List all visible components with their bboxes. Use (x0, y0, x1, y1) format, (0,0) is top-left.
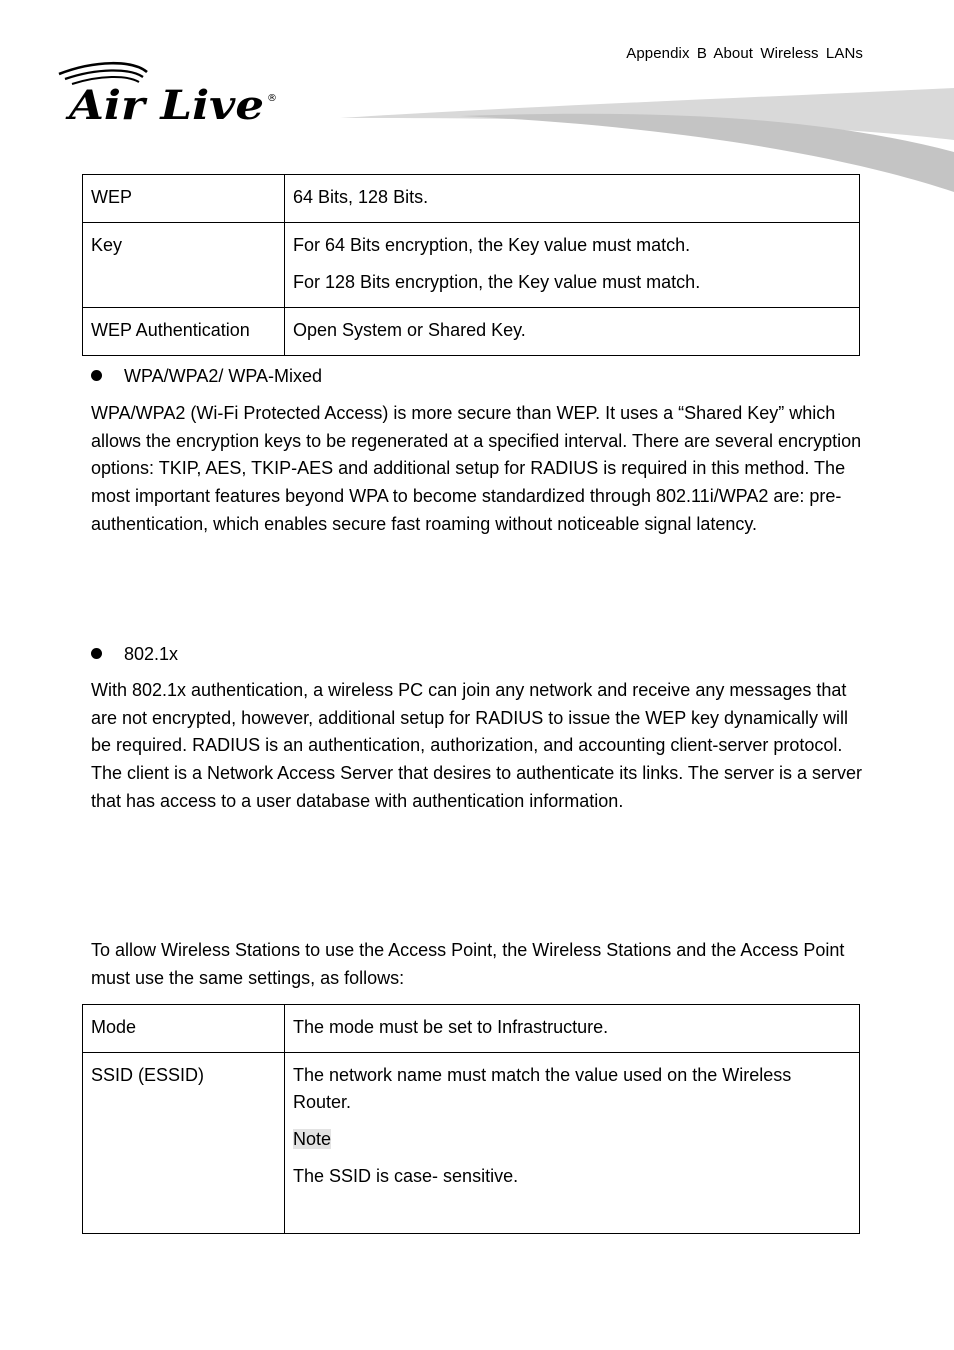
table-row (83, 223, 860, 308)
table-cell-value: The mode must be set to Infrastructure. (285, 1005, 860, 1053)
table-row (83, 308, 860, 356)
table-row (83, 1005, 860, 1053)
table-cell-value: Open System or Shared Key. (285, 308, 860, 356)
wep-settings-table (82, 174, 860, 356)
logo-registered-mark: ® (267, 93, 277, 104)
page-header-title: Appendix B About Wireless LANs (626, 45, 863, 62)
note-label: Note (293, 1129, 332, 1149)
8021x-paragraph: With 802.1x authentication, a wireless PC can join any network and receive any messages that are not encrypted, however, additional setup for RADIUS to issue the WEP key dynamically will be required. RADIUS is an authentication, authorization, and accounting client-server protocol. The client is a Network Access Server that desires to authenticate its links. The server is a server that has access to a user database with authentication information. (91, 680, 862, 811)
table-cell-value: For 64 Bits encryption, the Key value must match. For 128 Bits encryption, the Key value must match. (285, 223, 860, 308)
bullet-wpa (91, 364, 322, 388)
bullet-label: WPA/WPA2/ WPA-Mixed (124, 366, 323, 386)
bullet-label: 802.1x (124, 644, 179, 664)
table-cell-label: WEP Authentication (83, 308, 285, 356)
table-cell-label: Mode (83, 1005, 285, 1053)
table-cell-label: SSID (ESSID) (83, 1053, 285, 1234)
table-cell-value: 64 Bits, 128 Bits. (285, 175, 860, 223)
table-cell-value: The network name must match the value used on the Wireless Router. Note The SSID is case- sensitive. (285, 1053, 860, 1234)
table-cell-label: WEP (83, 175, 285, 223)
table-row (83, 1053, 860, 1234)
bullet-8021x (91, 642, 178, 666)
intro-paragraph: To allow Wireless Stations to use the Access Point, the Wireless Stations and the Access Point must use the same settings, as follows: (91, 940, 845, 988)
note-text: The SSID is case- sensitive. (293, 1166, 519, 1186)
bullet-dot-icon (91, 648, 102, 659)
logo-wordmark: Air Live (64, 82, 264, 128)
bullet-dot-icon (91, 370, 102, 381)
table-row (83, 175, 860, 223)
wpa-paragraph: WPA/WPA2 (Wi-Fi Protected Access) is more secure than WEP. It uses a “Shared Key” which allows the encryption keys to be regenerated at a specified interval. There are several encryption options: TKIP, AES, TKIP-AES and additional setup for RADIUS is required in this method. The most important features beyond WPA to become standardized through 802.11i/WPA2 are: pre-authentication, which enables secure fast roaming without noticeable signal latency. (91, 403, 862, 534)
station-settings-table (82, 1004, 860, 1234)
table-cell-label: Key (83, 223, 285, 308)
airlive-logo (55, 58, 285, 128)
